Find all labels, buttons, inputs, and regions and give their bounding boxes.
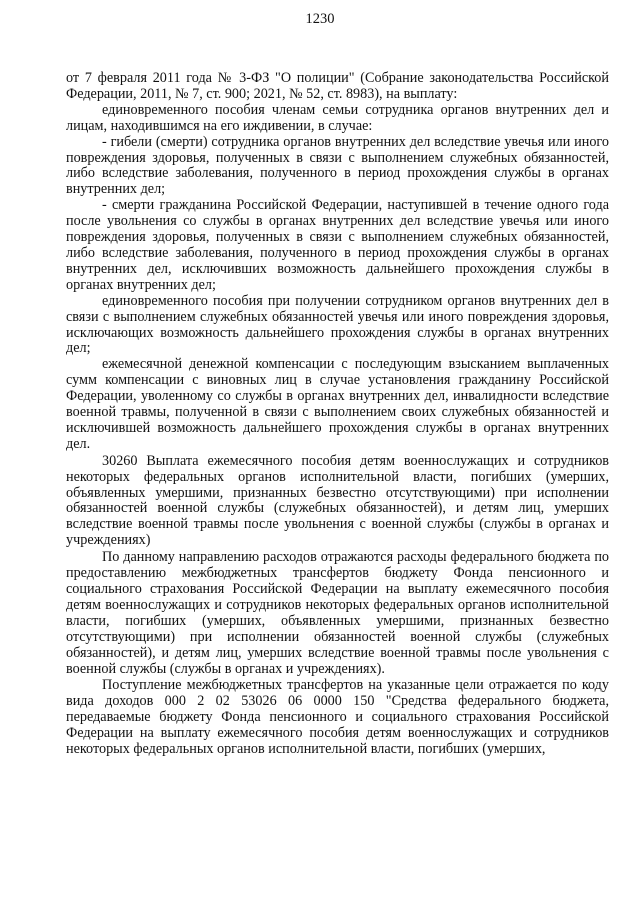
section-heading-30260: 30260 Выплата ежемесячного пособия детям военнослужащих и сотрудников некоторых федеральных органов исполнительной власти, погибших (умерших, объявленных умершими, признанных безвестно отсутствующими) при исполнении обязанностей военной службы (служебных обязанностей), и детям лиц, умерших вследствие военной травмы после увольнения с военной службы (службы в органах и учреждениях) — [66, 452, 609, 549]
paragraph-expenditure-description: По данному направлению расходов отражаются расходы федерального бюджета по предоставлению межбюджетных трансфертов бюджету Фонда пенсионного и социального страхования Российской Федерации на выплату ежемесячного пособия детям военнослужащих и сотрудников некоторых федеральных органов исполнительной власти, погибших (умерших, объявленных умершими, признанных безвестно отсутствующими) при исполнении обязанностей военной службы (служебных обязанностей), и детям лиц, умерших вследствие военной травмы после увольнения с военной службы (службы в органах и учреждениях). — [66, 549, 609, 677]
paragraph-death-of-officer: - гибели (смерти) сотрудника органов внутренних дел вследствие увечья или иного повреждения здоровья, полученных в связи с выполнением служебных обязанностей, либо вследствие заболевания, полученного в период прохождения службы в органах внутренних дел; — [66, 133, 609, 198]
document-body — [66, 71, 609, 758]
page-number: 1230 — [305, 11, 335, 27]
paragraph-lump-sum-injury: единовременного пособия при получении сотрудником органов внутренних дел в связи с выполнением служебных обязанностей увечья или иного повреждения здоровья, исключающих возможность дальнейшего прохождения службы в органах внутренних дел; — [66, 292, 609, 357]
paragraph-lump-sum-family: единовременного пособия членам семьи сотрудника органов внутренних дел и лицам, находившимся на его иждивении, в случае: — [66, 101, 609, 134]
paragraph-continuation: от 7 февраля 2011 года № 3-ФЗ "О полиции" (Собрание законодательства Российской Федерации, 2011, № 7, ст. 900; 2021, № 52, ст. 8983), на выплату: — [66, 70, 609, 102]
paragraph-death-after-dismissal: - смерти гражданина Российской Федерации, наступившей в течение одного года после увольнения со службы в органах внутренних дел вследствие увечья или иного повреждения здоровья, полученных в связи с выполнением служебных обязанностей, либо вследствие заболевания, полученного в период прохождения службы в органах внутренних дел, исключивших возможность дальнейшего прохождения службы в органах внутренних дел; — [66, 197, 609, 293]
paragraph-monthly-compensation: ежемесячной денежной компенсации с последующим взысканием выплаченных сумм компенсации с виновных лиц в случае установления гражданину Российской Федерации, уволенному со службы в органах внутренних дел, инвалидности вследствие военной травмы, полученной в связи с выполнением своих служебных обязанностей и исключившей возможность дальнейшего прохождения службы в органах внутренних дел. — [66, 356, 609, 452]
paragraph-revenue-code: Поступление межбюджетных трансфертов на указанные цели отражается по коду вида доходов 000 2 02 53026 06 0000 150 "Средства федерального бюджета, передаваемые бюджету Фонда пенсионного и социального страхования Российской Федерации на выплату ежемесячного пособия детям военнослужащих и сотрудников некоторых федеральных органов исполнительной власти, погибших (умерших, — [66, 677, 609, 758]
